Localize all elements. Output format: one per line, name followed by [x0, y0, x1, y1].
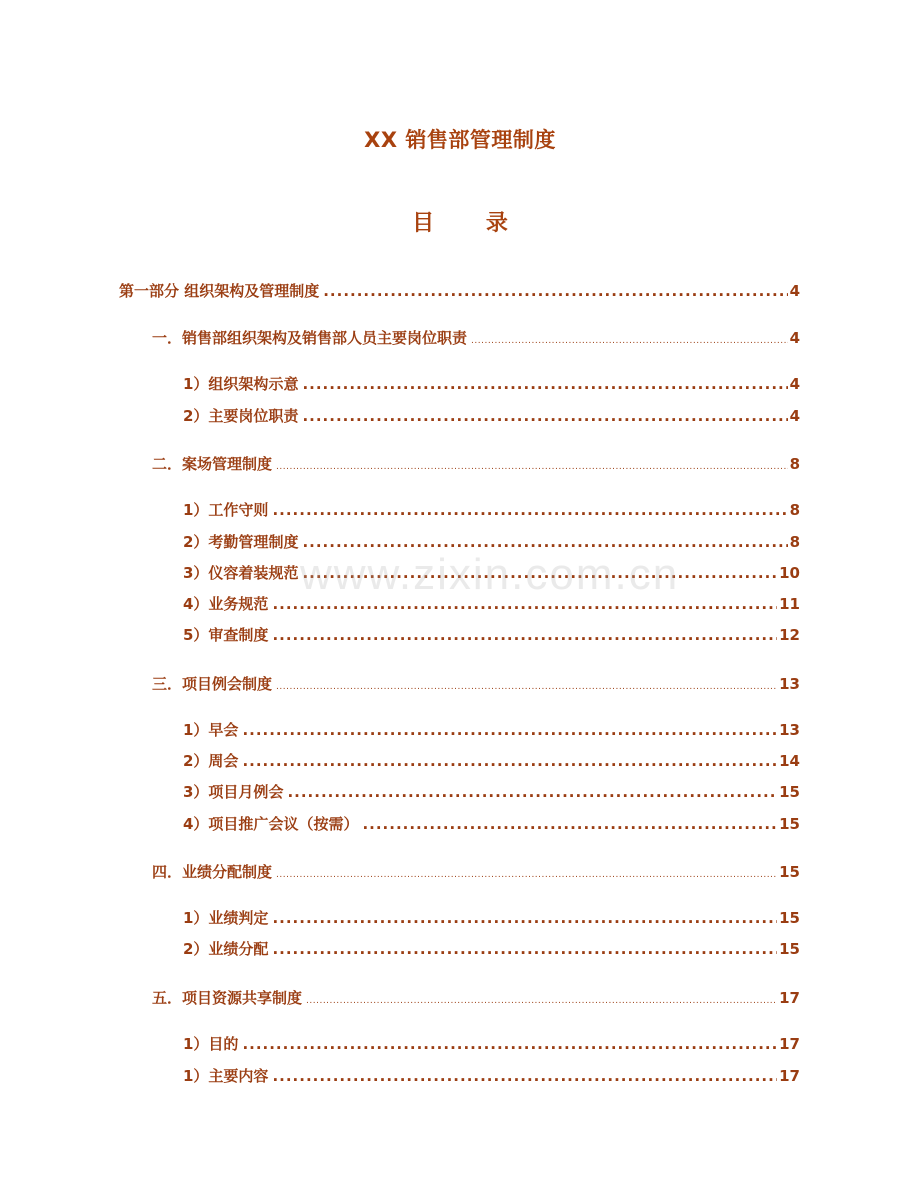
toc-entry-2-3[interactable]	[183, 562, 800, 583]
toc-page-number: 15	[779, 863, 800, 881]
toc-entry-label: 2）周会	[183, 752, 239, 770]
toc-entry-label: 五．项目资源共享制度	[152, 989, 303, 1007]
toc-entry-3-1[interactable]	[183, 719, 800, 740]
toc-entry-4-2[interactable]	[183, 938, 800, 959]
toc-page-number: 11	[779, 595, 800, 613]
toc-entry-label: 四．业绩分配制度	[152, 863, 273, 881]
toc-leader	[272, 626, 777, 644]
toc-leader	[242, 752, 777, 770]
toc-leader	[276, 462, 788, 472]
toc-leader	[302, 407, 787, 425]
toc-page-number: 13	[779, 675, 800, 693]
toc-entry-label: 1）组织架构示意	[183, 375, 299, 393]
toc-entry-5-1[interactable]	[183, 1033, 800, 1054]
toc-leader	[276, 682, 777, 692]
toc-leader	[302, 533, 787, 551]
toc-entry-section3[interactable]	[152, 673, 800, 694]
toc-page-number: 4	[789, 407, 800, 425]
toc-leader	[272, 940, 777, 958]
toc-entry-label: 2）业绩分配	[183, 940, 269, 958]
toc-entry-3-3[interactable]	[183, 781, 800, 802]
toc-heading: 目 录	[412, 211, 530, 236]
toc-leader	[306, 996, 777, 1006]
toc-page-number: 15	[779, 909, 800, 927]
toc-entry-2-5[interactable]	[183, 624, 800, 645]
toc-leader	[362, 815, 777, 833]
toc-page-number: 13	[779, 721, 800, 739]
toc-entry-3-4[interactable]	[183, 813, 800, 834]
toc-entry-label: 三．项目例会制度	[152, 675, 273, 693]
toc-entry-section2[interactable]	[152, 453, 800, 474]
toc-leader	[302, 375, 787, 393]
toc-entry-label: 1）主要内容	[183, 1067, 269, 1085]
toc-page-number: 12	[779, 626, 800, 644]
toc-entry-section1[interactable]	[152, 327, 800, 348]
toc-entry-label: 一．销售部组织架构及销售部人员主要岗位职责	[152, 329, 468, 347]
toc-entry-3-2[interactable]	[183, 750, 800, 771]
toc-leader	[471, 336, 788, 346]
watermark: www.zixin.com.cn	[300, 550, 680, 599]
toc-page-number: 15	[779, 940, 800, 958]
toc-page-number: 17	[779, 1035, 800, 1053]
toc-entry-2-4[interactable]	[183, 593, 800, 614]
toc-page-number: 4	[789, 375, 800, 393]
toc-entry-label: 第一部分 组织架构及管理制度	[119, 282, 320, 300]
toc-entry-label: 4）业务规范	[183, 595, 269, 613]
toc-leader	[276, 870, 777, 880]
toc-entry-label: 3）项目月例会	[183, 783, 284, 801]
toc-entry-4-1[interactable]	[183, 907, 800, 928]
toc-entry-label: 2）考勤管理制度	[183, 533, 299, 551]
toc-page-number: 15	[779, 783, 800, 801]
toc-page-number: 17	[779, 989, 800, 1007]
toc-entry-label: 4）项目推广会议（按需）	[183, 815, 359, 833]
toc-entry-2-2[interactable]	[183, 531, 800, 552]
toc-leader	[302, 564, 777, 582]
toc-entry-section4[interactable]	[152, 861, 800, 882]
toc-page-number: 17	[779, 1067, 800, 1085]
toc-leader	[272, 1067, 777, 1085]
toc-entry-label: 1）目的	[183, 1035, 239, 1053]
toc-leader	[242, 721, 777, 739]
toc-leader	[242, 1035, 777, 1053]
toc-leader	[272, 909, 777, 927]
toc-entry-section5[interactable]	[152, 987, 800, 1008]
toc-page-number: 8	[789, 455, 800, 473]
toc-page-number: 15	[779, 815, 800, 833]
toc-page-number: 8	[789, 501, 800, 519]
toc-entry-label: 1）业绩判定	[183, 909, 269, 927]
toc-page-number: 8	[789, 533, 800, 551]
toc-entry-label: 5）审查制度	[183, 626, 269, 644]
toc-leader	[323, 282, 787, 300]
toc-entry-1-2[interactable]	[183, 405, 800, 426]
toc-leader	[272, 595, 777, 613]
toc-page-number: 14	[779, 752, 800, 770]
toc-entry-label: 1）早会	[183, 721, 239, 739]
toc-leader	[287, 783, 777, 801]
toc-entry-label: 1）工作守则	[183, 501, 269, 519]
toc-page-number: 10	[779, 564, 800, 582]
toc-entry-5-2[interactable]	[183, 1065, 800, 1086]
toc-entry-label: 3）仪容着装规范	[183, 564, 299, 582]
toc-entry-label: 二．案场管理制度	[152, 455, 273, 473]
toc-page-number: 4	[789, 282, 800, 300]
toc-leader	[272, 501, 787, 519]
toc-page-number: 4	[789, 329, 800, 347]
toc-entry-part1[interactable]	[119, 280, 800, 301]
document-title: XX 销售部管理制度	[364, 128, 556, 152]
toc-entry-1-1[interactable]	[183, 373, 800, 394]
toc-entry-label: 2）主要岗位职责	[183, 407, 299, 425]
toc-entry-2-1[interactable]	[183, 499, 800, 520]
